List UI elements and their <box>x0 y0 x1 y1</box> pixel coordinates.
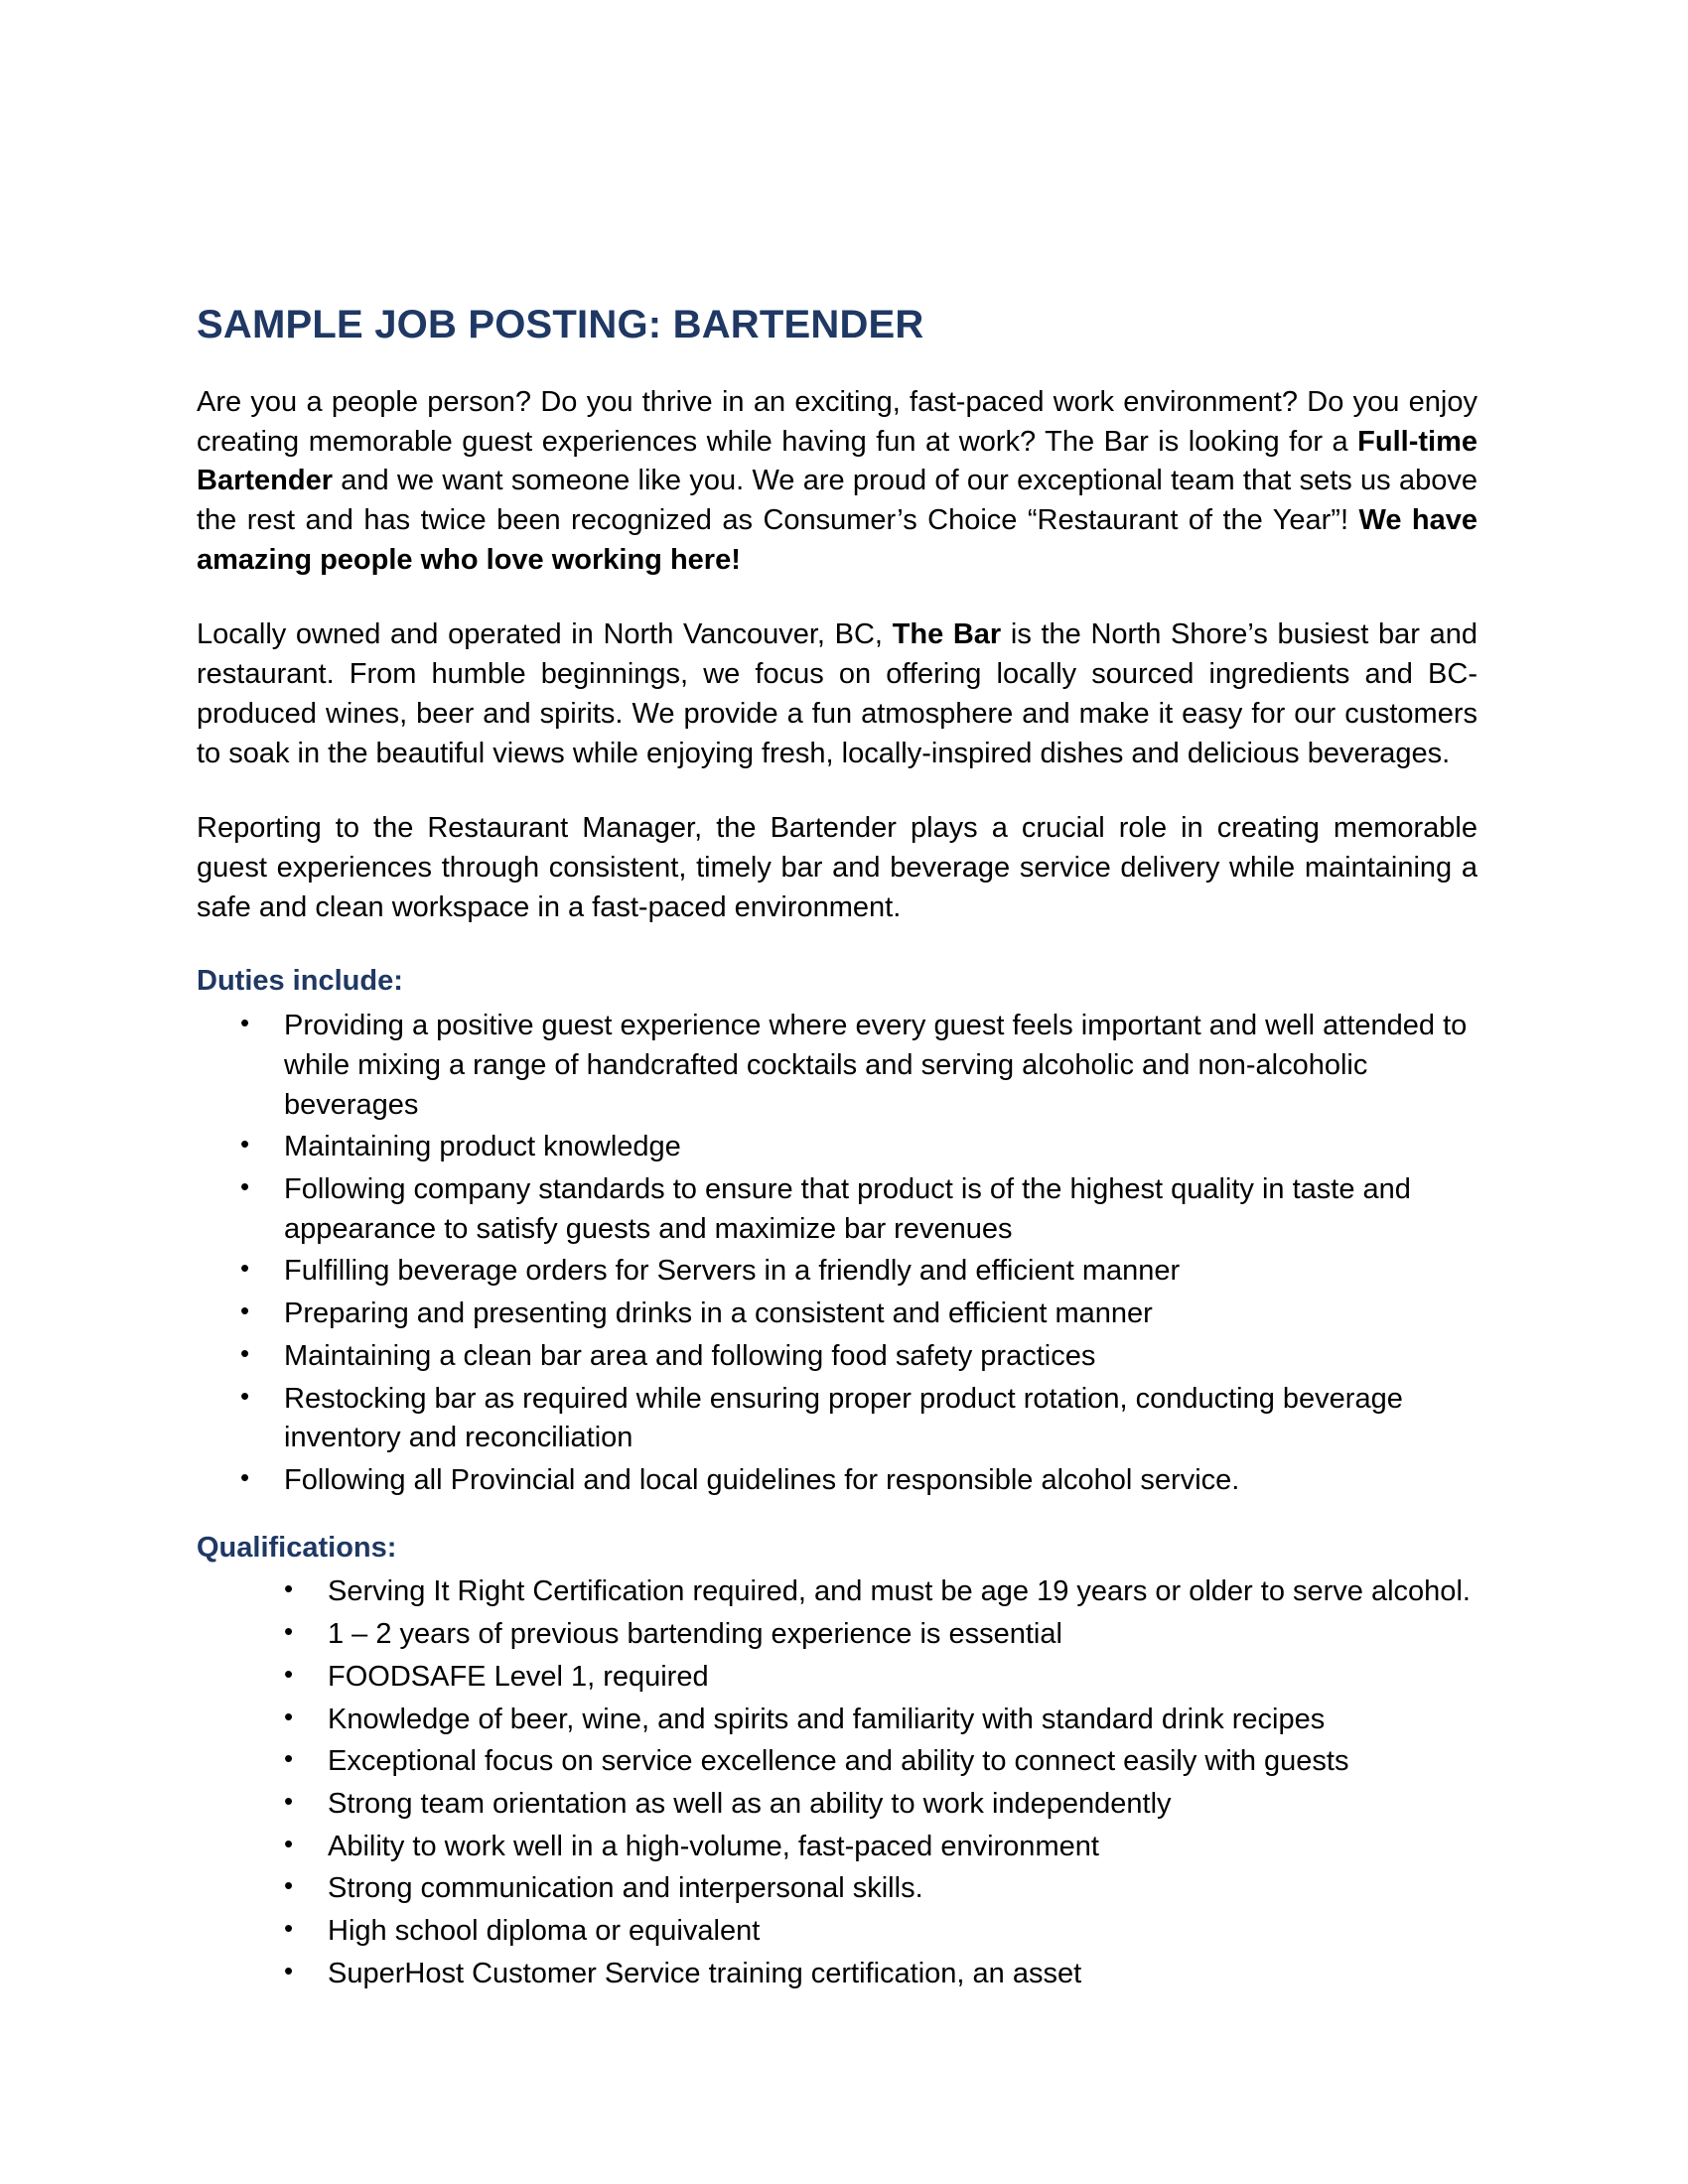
body-text: Are you a people person? Do you thrive in an exciting, fast-paced work environment? Do you enjoy creating memorable guest experiences while having fun at work? The Bar is looking for a <box>197 385 1477 458</box>
list-item: • Preparing and presenting drinks in a consistent and efficient manner <box>197 1295 1477 1334</box>
emphasis-text: The Bar <box>892 618 1002 651</box>
emphasis-text: Full-time Bartender <box>197 425 1477 497</box>
list-item: • Fulfilling beverage orders for Servers in a friendly and efficient manner <box>197 1252 1477 1292</box>
list-item: • Maintaining product knowledge <box>197 1128 1477 1167</box>
list-item: • 1 – 2 years of previous bartending experience is essential <box>197 1615 1477 1655</box>
document-content <box>197 303 1477 1997</box>
list-item: • Strong team orientation as well as an ability to work independently <box>197 1785 1477 1825</box>
list-item: • Providing a positive guest experience where every guest feels important and well attended to while mixing a range of handcrafted cocktails and serving alcoholic and non-alcoholic beverages <box>197 1007 1477 1125</box>
emphasis-text: We have amazing people who love working here! <box>197 503 1477 576</box>
body-text: is the North Shore’s busiest bar and restaurant. From humble beginnings, we focus on offering locally sourced ingredients and BC-produced wines, beer and spirits. We provide a fun atmosphere and make it easy for our customers to soak in the beautiful views while enjoying fresh, locally-inspired dishes and delicious beverages. <box>197 618 1477 769</box>
list-item: • Following company standards to ensure that product is of the highest quality in taste and appearance to satisfy guests and maximize bar revenues <box>197 1170 1477 1249</box>
duties-heading: Duties include: <box>197 965 403 998</box>
list-item: • Exceptional focus on service excellence and ability to connect easily with guests <box>197 1742 1477 1782</box>
list-item: • High school diploma or equivalent <box>197 1912 1477 1952</box>
list-item: • Serving It Right Certification required, and must be age 19 years or older to serve alcohol. <box>197 1572 1477 1612</box>
list-item: • FOODSAFE Level 1, required <box>197 1658 1477 1698</box>
body-text: and we want someone like you. We are proud of our exceptional team that sets us above the rest and has twice been recognized as Consumer’s Choice “Restaurant of the Year”! <box>197 465 1477 536</box>
duties-list <box>197 1007 1477 1501</box>
list-item: • Ability to work well in a high-volume, fast-paced environment <box>197 1828 1477 1867</box>
body-text: Locally owned and operated in North Vancouver, BC, <box>197 618 893 651</box>
paragraph-about <box>197 615 1477 773</box>
paragraph-role <box>197 809 1477 927</box>
list-item: • Strong communication and interpersonal skills. <box>197 1869 1477 1909</box>
list-item: • SuperHost Customer Service training certification, an asset <box>197 1955 1477 1994</box>
list-item: • Following all Provincial and local guidelines for responsible alcohol service. <box>197 1461 1477 1501</box>
qualifications-heading: Qualifications: <box>197 1531 397 1564</box>
paragraph-intro <box>197 383 1477 581</box>
qualifications-list <box>197 1572 1477 1993</box>
list-item: • Restocking bar as required while ensuring proper product rotation, conducting beverage inventory and reconciliation <box>197 1380 1477 1458</box>
list-item: • Maintaining a clean bar area and following food safety practices <box>197 1337 1477 1377</box>
list-item: • Knowledge of beer, wine, and spirits and familiarity with standard drink recipes <box>197 1701 1477 1740</box>
section-spacer <box>197 1504 1477 1530</box>
body-text: Reporting to the Restaurant Manager, the Bartender plays a crucial role in creating memorable guest experiences through consistent, timely bar and beverage service delivery while maintaining a safe and clean workspace in a fast-paced environment. <box>197 812 1477 923</box>
page-title: SAMPLE JOB POSTING: BARTENDER <box>197 303 924 346</box>
